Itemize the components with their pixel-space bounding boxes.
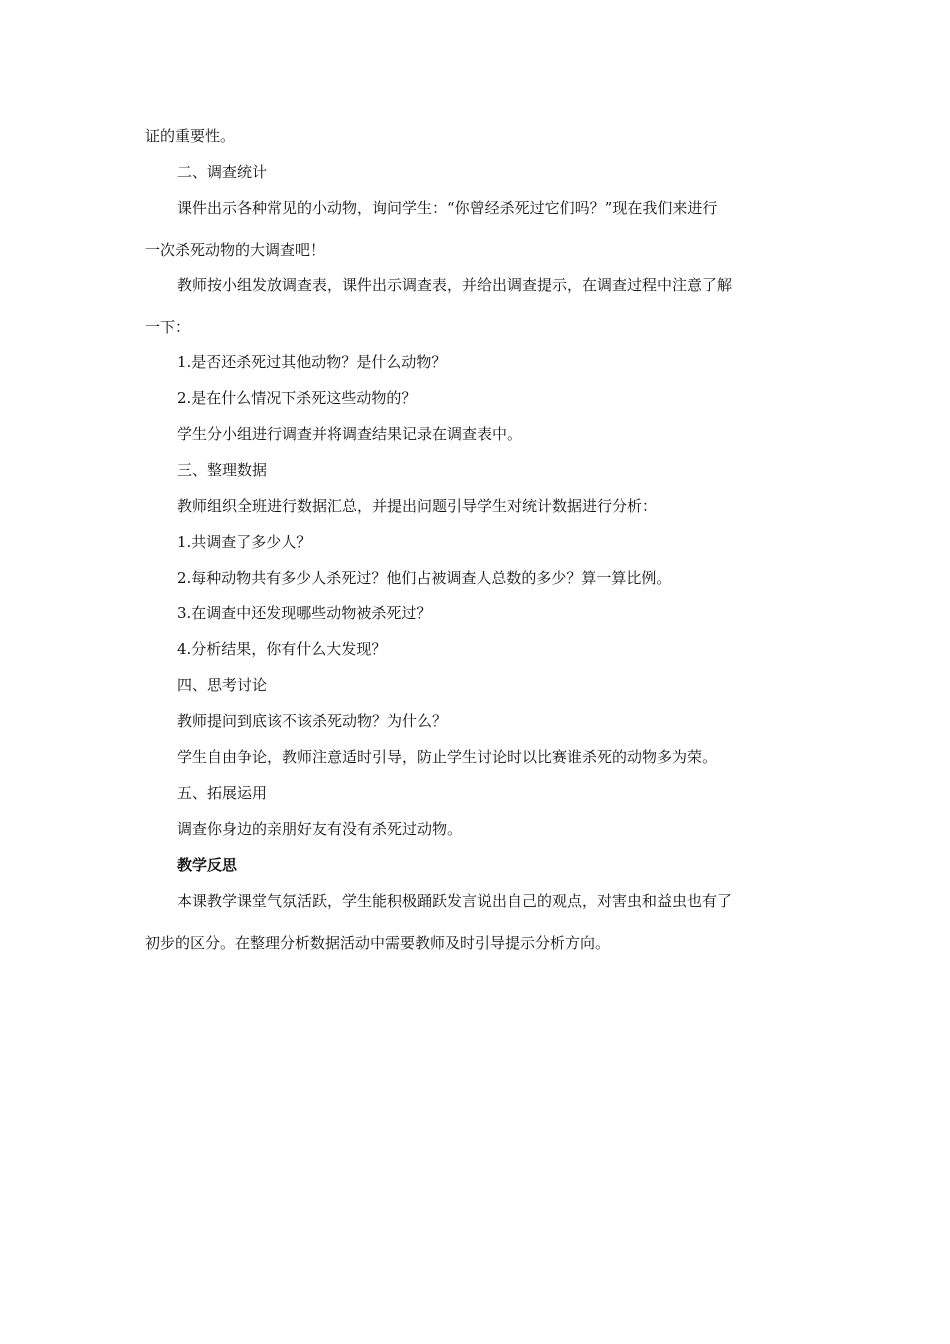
section-heading-data: 三、整理数据: [177, 461, 268, 479]
section-heading-survey: 二、调查统计: [177, 163, 268, 181]
paragraph-debate: 学生自由争论，教师注意适时引导，防止学生讨论时以比赛谁杀死的动物多为荣。: [177, 748, 718, 766]
reflection-title: 教学反思: [177, 856, 238, 874]
paragraph-line: 初步的区分。在整理分析数据活动中需要教师及时引导提示分析方向。: [145, 934, 611, 952]
list-item: 4.分析结果，你有什么大发现？: [177, 640, 387, 658]
paragraph-line: 课件出示各种常见的小动物，询问学生：“你曾经杀死过它们吗？”现在我们来进行: [177, 199, 718, 217]
continued-text: 证的重要性。: [145, 127, 236, 145]
list-item: 2.每种动物共有多少人杀死过？他们占被调查人总数的多少？算一算比例。: [177, 569, 672, 587]
paragraph-line: 一次杀死动物的大调查吧！: [145, 241, 326, 259]
paragraph-group-survey: 学生分小组进行调查并将调查结果记录在调查表中。: [177, 425, 523, 443]
paragraph-question: 教师提问到底该不该杀死动物？为什么？: [177, 712, 448, 730]
section-heading-extension: 五、拓展运用: [177, 784, 268, 802]
list-item: 1.共调查了多少人？: [177, 533, 312, 551]
paragraph-courseware: [145, 198, 809, 260]
paragraph-extension: 调查你身边的亲朋好友有没有杀死过动物。: [177, 820, 463, 838]
paragraph-line: 教师按小组发放调查表，课件出示调查表，并给出调查提示，在调查过程中注意了解: [177, 276, 733, 294]
paragraph-line: 本课教学课堂气氛活跃，学生能积极踊跃发言说出自己的观点，对害虫和益虫也有了: [177, 892, 733, 910]
paragraph-line: 一下：: [145, 318, 191, 336]
paragraph-summary: 教师组织全班进行数据汇总，并提出问题引导学生对统计数据进行分析：: [177, 497, 658, 515]
list-item: 2.是在什么情况下杀死这些动物的？: [177, 389, 417, 407]
section-heading-discussion: 四、思考讨论: [177, 676, 268, 694]
list-item: 1.是否还杀死过其他动物？是什么动物？: [177, 353, 447, 371]
paragraph-survey-form: [145, 275, 809, 337]
paragraph-reflection: [145, 891, 809, 953]
list-item: 3.在调查中还发现哪些动物被杀死过？: [177, 604, 432, 622]
